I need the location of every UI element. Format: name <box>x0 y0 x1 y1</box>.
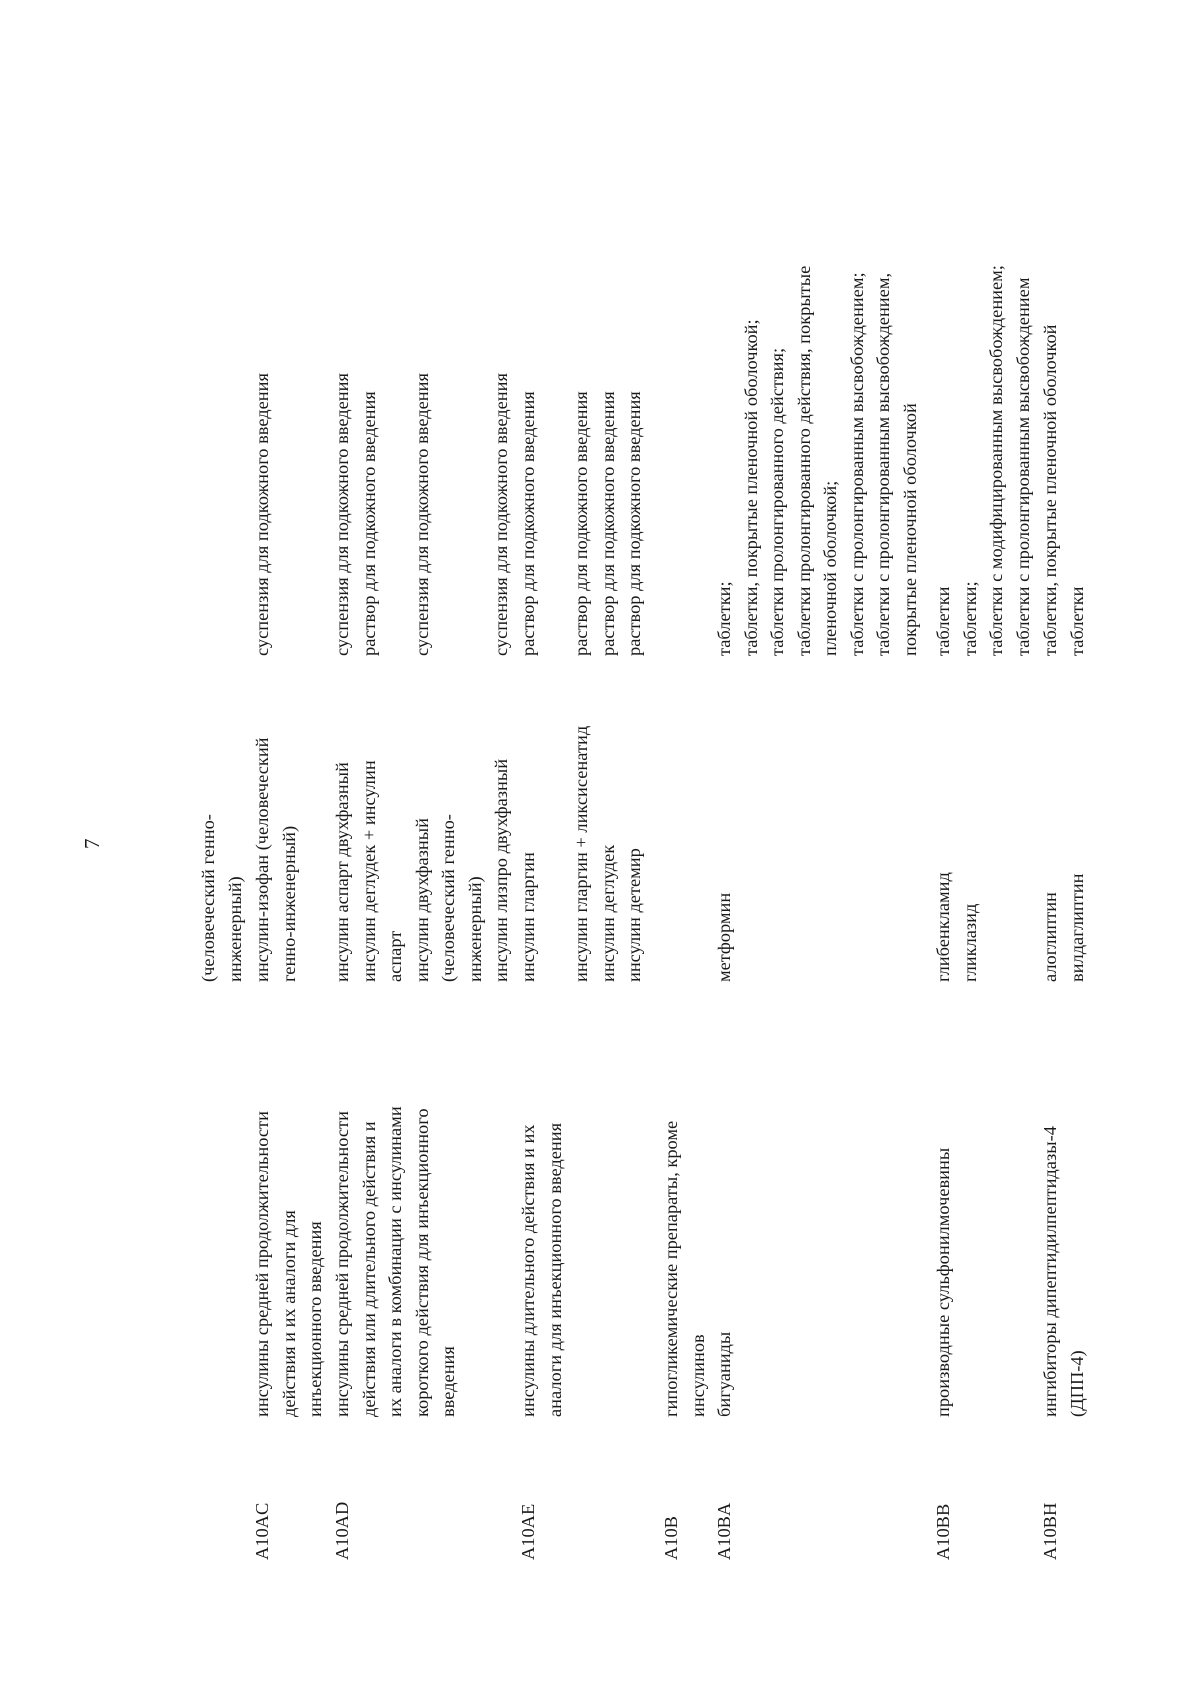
dosage-forms <box>515 391 648 656</box>
group-line: ингибиторы дипептидилпептидазы-4 <box>1040 1126 1060 1417</box>
drug-line: инсулин деглудек <box>597 844 618 982</box>
form-line: таблетки <box>933 586 953 656</box>
drug-line: инсулин двухфазный <box>411 818 432 982</box>
drug-names <box>515 726 648 982</box>
form-line: суспензия для подкожного введения <box>332 373 352 656</box>
group-line: бигуаниды <box>714 1331 734 1417</box>
drug-names <box>711 893 738 982</box>
group-name <box>515 1123 568 1417</box>
form-line: таблетки с модифицированным высвобождением; <box>986 265 1006 656</box>
drug-line: инженерный) <box>224 876 245 982</box>
dosage-forms <box>249 373 276 656</box>
page-number: 7 <box>80 838 104 849</box>
form-line: таблетки с пролонгированным высвобождением, <box>873 272 893 656</box>
form-line: суспензия для подкожного введения <box>252 373 272 656</box>
form-line: пленочной оболочкой; <box>820 480 840 656</box>
form-line: таблетки; <box>714 581 734 656</box>
drug-names <box>249 737 302 982</box>
drug-line: инсулин деглудек + инсулин <box>358 760 379 982</box>
atc-code: A10BB <box>933 1503 953 1560</box>
form-line: таблетки с пролонгированным высвобождением <box>1012 277 1033 656</box>
dosage-forms <box>930 265 1036 656</box>
group-name <box>658 1121 711 1417</box>
form-line: таблетки <box>1066 586 1087 656</box>
drug-line: инсулин аспарт двухфазный <box>332 762 352 982</box>
form-line: раствор для подкожного введения <box>518 391 538 656</box>
group-line: гипогликемические препараты, кроме <box>661 1120 681 1417</box>
form-line: таблетки, покрытые пленочной оболочкой <box>1040 324 1060 656</box>
drug-line: генно-инженерный) <box>278 825 299 982</box>
group-line: инсулины средней продолжительности <box>332 1111 352 1417</box>
form-line <box>435 373 462 656</box>
group-name <box>329 1106 462 1417</box>
form-line: таблетки пролонгированного действия, покрытые <box>793 265 814 656</box>
group-line: аналоги для инъекционного введения <box>544 1122 565 1417</box>
atc-code: A10BA <box>714 1502 734 1560</box>
group-line: инсулинов <box>687 1334 708 1417</box>
atc-code: A10AD <box>332 1501 352 1560</box>
form-line: раствор для подкожного введения <box>597 391 618 656</box>
drug-line: аспарт <box>385 930 405 982</box>
drug-names <box>1037 874 1090 982</box>
atc-code: A10AE <box>518 1503 538 1560</box>
drug-line: инженерный) <box>464 876 485 982</box>
drug-line: инсулин гларгин + ликсисенатид <box>571 725 591 982</box>
drug-line: метформин <box>714 892 734 982</box>
drug-line: (человеческий генно- <box>198 814 218 982</box>
form-line: суспензия для подкожного введения <box>411 373 432 656</box>
atc-code: A10BH <box>1040 1502 1060 1560</box>
drug-line: (человеческий генно- <box>438 814 458 982</box>
form-line: раствор для подкожного введения <box>624 391 644 656</box>
drug-line: инсулин детемир <box>624 848 644 982</box>
drug-names <box>930 872 983 982</box>
form-line: раствор для подкожного введения <box>358 391 379 656</box>
drug-line: глибенкламид <box>933 872 953 982</box>
group-line: действия и их аналоги для <box>278 1210 299 1417</box>
form-line: покрытые пленочной оболочкой <box>899 403 920 656</box>
drug-line: вилдаглиптин <box>1066 873 1087 982</box>
dosage-forms <box>1037 324 1090 656</box>
group-line: введения <box>438 1346 458 1417</box>
form-line: суспензия для подкожного введения <box>491 373 511 656</box>
drug-line: алоглиптин <box>1040 892 1060 982</box>
group-name <box>711 1332 738 1417</box>
dosage-forms <box>329 373 515 656</box>
dosage-forms <box>711 266 923 656</box>
group-line: действия или длительного действия и <box>358 1121 379 1417</box>
atc-code: A10AC <box>252 1502 272 1560</box>
form-line <box>462 373 489 656</box>
group-name <box>1037 1126 1090 1417</box>
group-line: инсулины средней продолжительности <box>252 1111 272 1417</box>
group-line: инъекционного введения <box>305 1221 325 1417</box>
form-line: таблетки пролонгированного действия; <box>767 347 787 656</box>
group-name <box>930 1148 957 1417</box>
atc-code: A10B <box>661 1516 681 1560</box>
form-line <box>382 373 409 656</box>
drug-names <box>329 759 515 982</box>
drug-line: инсулин лизпро двухфазный <box>491 758 511 982</box>
form-line: таблетки; <box>959 581 980 656</box>
form-line: таблетки с пролонгированным высвобождением; <box>846 272 867 656</box>
form-line: таблетки, покрытые пленочной оболочкой; <box>740 319 761 656</box>
group-line: их аналоги в комбинации с инсулинами <box>385 1106 405 1417</box>
group-line: (ДПП-4) <box>1066 1350 1087 1417</box>
drug-names <box>195 814 248 982</box>
drug-line: гликлазид <box>959 903 980 982</box>
form-line: раствор для подкожного введения <box>571 391 591 656</box>
drug-line: инсулин гларгин <box>518 852 538 982</box>
group-line: короткого действия для инъекционного <box>411 1108 432 1417</box>
group-line: производные сульфонилмочевины <box>933 1147 953 1417</box>
drug-line: инсулин-изофан (человеческий <box>252 737 272 982</box>
group-line: инсулины длительного действия и их <box>518 1124 538 1417</box>
drug-line <box>542 726 569 982</box>
form-line <box>542 391 569 656</box>
group-name <box>249 1111 329 1417</box>
